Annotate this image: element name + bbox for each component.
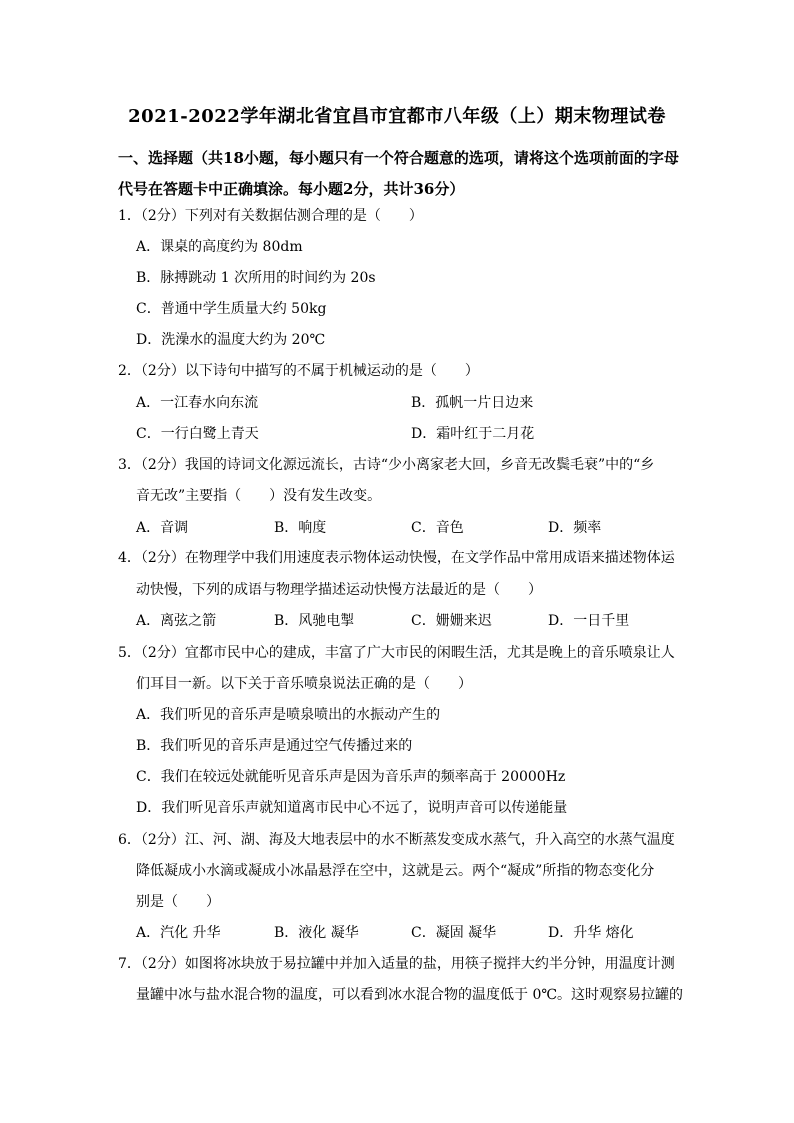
question-6-option-d[interactable]: D．升华 熔化 [548, 925, 634, 941]
question-6-stem-line-3: 别是（ ） [136, 894, 220, 910]
question-1-option-a[interactable]: A．课桌的高度约为 80dm [136, 239, 303, 255]
question-4-option-d[interactable]: D．一日千里 [548, 613, 630, 629]
question-1-option-d[interactable]: D．洗澡水的温度大约为 20℃ [136, 332, 326, 348]
question-5-stem-line-1: 5．（2分）宜都市民中心的建成，丰富了广大市民的闲暇生活，尤其是晚上的音乐喷泉让人 [118, 645, 675, 661]
question-3-stem-line-2: 音无改”主要指（ ）没有发生改变。 [136, 488, 382, 504]
question-1-option-b[interactable]: B．脉搏跳动 1 次所用的时间约为 20s [136, 270, 376, 286]
question-4-option-c[interactable]: C．姗姗来迟 [411, 613, 492, 629]
question-3-option-a[interactable]: A．音调 [136, 520, 189, 536]
question-4-option-a[interactable]: A．离弦之箭 [136, 613, 217, 629]
question-2-option-d[interactable]: D．霜叶红于二月花 [411, 426, 535, 442]
question-6-option-b[interactable]: B．液化 凝华 [274, 925, 359, 941]
question-3-option-b[interactable]: B．响度 [274, 520, 327, 536]
question-3-stem-line-1: 3．（2分）我国的诗词文化源远流长，古诗“少小离家老大回，乡音无改鬓毛衰”中的“乡 [118, 457, 655, 473]
question-1-option-c[interactable]: C．普通中学生质量大约 50kg [136, 301, 327, 317]
section-heading: 一、选择题（共18小题，每小题只有一个符合题意的选项，请将这个选项前面的字母代号在答题卡中正确填涂。每小题2分，共计36分） [118, 149, 679, 198]
question-2-option-a[interactable]: A．一江春水向东流 [136, 395, 259, 411]
question-4-stem-line-1: 4．（2分）在物理学中我们用速度表示物体运动快慢，在文学作品中常用成语来描述物体运 [118, 550, 675, 566]
question-5-option-d[interactable]: D．我们听见音乐声就知道离市民中心不远了，说明声音可以传递能量 [136, 800, 568, 816]
question-6-option-c[interactable]: C．凝固 凝华 [411, 925, 497, 941]
question-3-option-c[interactable]: C．音色 [411, 520, 464, 536]
question-4-stem-line-2: 动快慢，下列的成语与物理学描述运动快慢方法最近的是（ ） [136, 582, 542, 598]
question-1-stem: 1．（2分）下列对有关数据估测合理的是（ ） [118, 208, 423, 224]
question-5-stem-line-2: 们耳目一新。以下关于音乐喷泉说法正确的是（ ） [136, 676, 472, 692]
question-2-option-b[interactable]: B．孤帆一片日边来 [411, 395, 534, 411]
question-6-stem-line-2: 降低凝成小水滴或凝成小冰晶悬浮在空中，这就是云。两个“凝成”所指的物态变化分 [136, 863, 655, 879]
question-4-option-b[interactable]: B．风驰电掣 [274, 613, 355, 629]
question-5-option-c[interactable]: C．我们在较远处就能听见音乐声是因为音乐声的频率高于 20000Hz [136, 769, 566, 785]
question-2-stem: 2．（2分）以下诗句中描写的不属于机械运动的是（ ） [118, 363, 479, 379]
question-2-option-c[interactable]: C．一行白鹭上青天 [136, 426, 259, 442]
question-6-option-a[interactable]: A．汽化 升华 [136, 925, 221, 941]
question-3-option-d[interactable]: D．频率 [548, 520, 602, 536]
question-5-option-b[interactable]: B．我们听见的音乐声是通过空气传播过来的 [136, 738, 413, 754]
question-5-option-a[interactable]: A．我们听见的音乐声是喷泉喷出的水振动产生的 [136, 707, 441, 723]
question-7-stem-line-1: 7．（2分）如图将冰块放于易拉罐中并加入适量的盐，用筷子搅拌大约半分钟，用温度计测 [118, 956, 675, 972]
exam-title: 2021-2022学年湖北省宜昌市宜都市八年级（上）期末物理试卷 [128, 106, 666, 127]
question-6-stem-line-1: 6．（2分）江、河、湖、海及大地表层中的水不断蒸发变成水蒸气，升入高空的水蒸气温度 [118, 832, 675, 848]
question-7-stem-line-2: 量罐中冰与盐水混合物的温度，可以看到冰水混合物的温度低于 0℃。这时观察易拉罐的 [136, 987, 684, 1003]
